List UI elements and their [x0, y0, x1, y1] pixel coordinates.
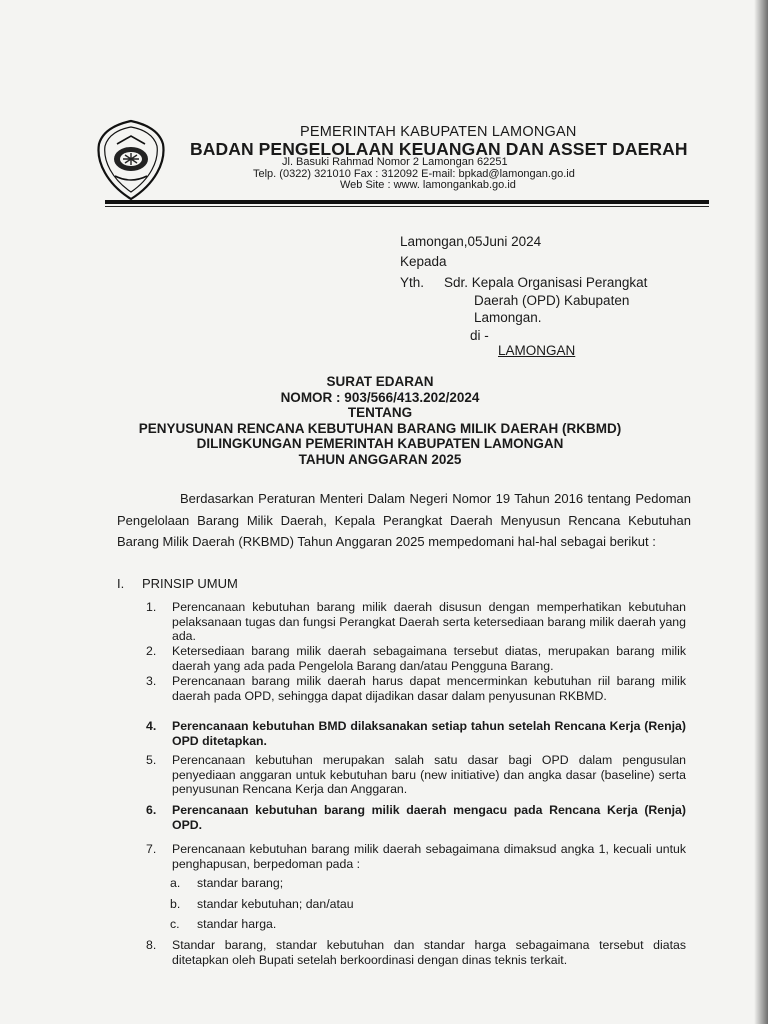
- letter-date: Lamongan,05Juni 2024: [400, 234, 542, 249]
- title-line-1: SURAT EDARAN: [326, 374, 434, 389]
- recipient-line-1: Sdr. Kepala Organisasi Perangkat: [444, 275, 648, 290]
- list-item-text: Perencanaan barang milik daerah harus dapat mencerminkan kebutuhan riil barang milik daerah pada OPD, sehingga dapat dijadikan dasar dalam penyusunan RKBMD.: [172, 674, 686, 703]
- list-item-number: 3.: [146, 674, 157, 688]
- list-item-text: Ketersediaan barang milik daerah sebagaimana tersebut diatas, merupakan barang milik daerah yang ada pada Pengelola Barang dan/atau Pengguna Barang.: [172, 644, 686, 673]
- recipient-city: LAMONGAN: [498, 343, 576, 358]
- letterhead-contact: Telp. (0322) 321010 Fax : 312092 E-mail: bpkad@lamongan.go.id: [253, 168, 575, 180]
- list-item-number: 6.: [146, 803, 157, 817]
- regency-emblem-icon: [95, 118, 167, 202]
- title-line-3: TENTANG: [347, 405, 413, 420]
- di-label: di -: [470, 328, 489, 343]
- sub-item-text: standar barang;: [197, 876, 284, 890]
- list-item-number: 1.: [146, 600, 157, 614]
- recipient-line-3: Lamongan.: [474, 310, 542, 325]
- sub-item-letter: b.: [170, 897, 181, 911]
- letterhead-rule-thin: [105, 206, 709, 207]
- list-item-number: 5.: [146, 753, 157, 767]
- letterhead-rule-thick: [105, 200, 709, 204]
- intro-paragraph: [117, 488, 691, 553]
- list-item-number: 8.: [146, 938, 157, 952]
- title-line-4: PENYUSUNAN RENCANA KEBUTUHAN BARANG MILIK DAERAH (RKBMD): [138, 420, 622, 436]
- kepada-label: Kepada: [400, 254, 447, 269]
- letterhead-address: Jl. Basuki Rahmad Nomor 2 Lamongan 62251: [282, 156, 508, 168]
- title-line-5: DILINGKUNGAN PEMERINTAH KABUPATEN LAMONGAN: [196, 436, 564, 451]
- yth-label: Yth.: [400, 275, 425, 290]
- sub-item-letter: a.: [170, 876, 181, 890]
- letterhead-website: Web Site : www. lamongankab.go.id: [340, 179, 516, 191]
- title-number: NOMOR : 903/566/413.202/2024: [280, 389, 480, 405]
- list-item-number: 2.: [146, 644, 157, 658]
- list-item-number: 4.: [146, 719, 157, 733]
- recipient-line-2: Daerah (OPD) Kabupaten: [474, 293, 630, 308]
- list-item-text: Perencanaan kebutuhan BMD dilaksanakan setiap tahun setelah Rencana Kerja (Renja) OPD ditetapkan.: [172, 719, 686, 748]
- letterhead-government: PEMERINTAH KABUPATEN LAMONGAN: [300, 124, 577, 140]
- title-line-6: TAHUN ANGGARAN 2025: [298, 451, 462, 467]
- sub-item-letter: c.: [170, 917, 180, 931]
- list-item-text: Standar barang, standar kebutuhan dan standar harga sebagaimana tersebut diatas ditetapkan oleh Bupati setelah berkoordinasi dengan dinas teknis terkait.: [172, 938, 686, 967]
- list-item-number: 7.: [146, 842, 157, 856]
- letterhead-agency: BADAN PENGELOLAAN KEUANGAN DAN ASSET DAERAH: [190, 139, 688, 159]
- intro-text: Berdasarkan Peraturan Menteri Dalam Negeri Nomor 19 Tahun 2016 tentang Pedoman Pengelolaan Barang Milik Daerah, Kepala Perangkat Daerah Menyusun Rencana Kebutuhan Barang Milik Daerah (RKBMD) Tahun Anggaran 2025 mempedomani hal-hal sebagai berikut :: [117, 491, 691, 549]
- list-item-text: Perencanaan kebutuhan merupakan salah satu dasar bagi OPD dalam pengusulan penyediaan anggaran untuk kebutuhan baru (new initiative) dan angka dasar (baseline) serta penyusunan Rencana Kerja dan Anggaran.: [172, 753, 686, 796]
- document-title: [110, 374, 650, 467]
- section-number: I.: [117, 576, 125, 591]
- section-title: PRINSIP UMUM: [142, 576, 238, 591]
- list-item-text: Perencanaan kebutuhan barang milik daerah disusun dengan memperhatikan kebutuhan pelaksanaan tugas dan fungsi Perangkat Daerah serta ketersediaan barang milik daerah yang ada.: [172, 600, 686, 643]
- sub-item-text: standar harga.: [197, 917, 277, 931]
- sub-item-text: standar kebutuhan; dan/atau: [197, 897, 354, 911]
- list-item-text: Perencanaan kebutuhan barang milik daerah sebagaimana dimaksud angka 1, kecuali untuk penghapusan, berpedoman pada :: [172, 842, 686, 871]
- scan-edge-shadow: [754, 0, 768, 1024]
- list-item-text: Perencanaan kebutuhan barang milik daerah mengacu pada Rencana Kerja (Renja) OPD.: [172, 803, 686, 832]
